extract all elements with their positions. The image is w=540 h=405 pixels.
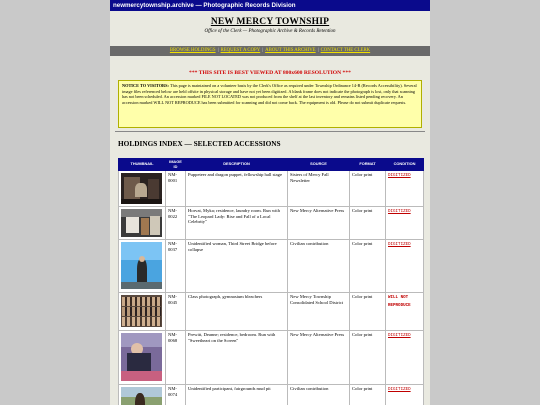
archive-page [110, 0, 430, 405]
section-title: HOLDINGS INDEX — SELECTED ACCESSIONS [118, 139, 281, 148]
format: Color print [350, 171, 386, 207]
thumbnail-image[interactable] [121, 242, 162, 289]
nav-bar [110, 46, 430, 56]
format: Color print [350, 293, 386, 331]
condition-cell [386, 171, 424, 207]
page-header [110, 11, 430, 44]
table-row [119, 385, 424, 405]
condition-link[interactable]: DIGITIZED [388, 388, 411, 392]
nav-link-request-copy[interactable]: REQUEST A COPY [220, 48, 261, 53]
condition-link[interactable]: WILL NOT REPRODUCE [388, 296, 411, 308]
resolution-warning: *** THIS SITE IS BEST VIEWED AT 800x600 RESOLUTION *** [189, 70, 351, 76]
table-row [119, 171, 424, 207]
thumbnail-cell [119, 171, 166, 207]
description: Prewitt, Deanne; residence, bedroom. Run with "Sweetheart on the Screen" [186, 331, 288, 385]
col-header-description: DESCRIPTION [186, 159, 288, 171]
table-row [119, 331, 424, 385]
col-header-thumbnail: THUMBNAIL [119, 159, 166, 171]
source: Civilian contribution [288, 240, 350, 293]
source: New Mercy Alternative Press [288, 331, 350, 385]
col-header-image-id: IMAGE ID [166, 159, 186, 171]
thumbnail-cell [119, 331, 166, 385]
condition-cell [386, 207, 424, 240]
thumbnail-image[interactable] [121, 209, 162, 237]
visitor-notice [118, 80, 422, 128]
description: Unidentified woman, Third Street Bridge before collapse [186, 240, 288, 293]
nav-separator: | [262, 48, 264, 53]
nav-separator: | [217, 48, 219, 53]
condition-link[interactable]: DIGITIZED [388, 174, 411, 178]
format: Color print [350, 385, 386, 405]
image-id: NM-0022 [166, 207, 186, 240]
nav-separator: | [317, 48, 319, 53]
col-header-source: SOURCE [288, 159, 350, 171]
table-row [119, 240, 424, 293]
thumbnail-image[interactable] [121, 295, 162, 327]
description: Unidentified participant, fairgrounds mud pit [186, 385, 288, 405]
description: Horvat, Myka; residence, laundry room. Run with "The Leopard Lady: Rise and Fall of a Local Celebrity" [186, 207, 288, 240]
source: New Mercy Alternative Press [288, 207, 350, 240]
description: Puppeteer and dragon puppet, fellowship hall stage [186, 171, 288, 207]
col-header-condition: CONDITION [386, 159, 424, 171]
site-titlebar: newmercytownship.archive — Photographic Records Division [110, 0, 430, 11]
condition-link[interactable]: DIGITIZED [388, 334, 411, 338]
thumbnail-image[interactable] [121, 173, 162, 204]
table-row [119, 293, 424, 331]
source: Civilian contribution [288, 385, 350, 405]
condition-link[interactable]: DIGITIZED [388, 210, 411, 214]
thumbnail-image[interactable] [121, 387, 162, 405]
nav-link-contact-clerk[interactable]: CONTACT THE CLERK [320, 48, 371, 53]
format: Color print [350, 331, 386, 385]
condition-cell [386, 293, 424, 331]
condition-cell [386, 331, 424, 385]
condition-cell [386, 240, 424, 293]
thumbnail-cell [119, 240, 166, 293]
description: Class photograph, gymnasium bleachers [186, 293, 288, 331]
divider [115, 131, 425, 132]
image-id: NM-0001 [166, 171, 186, 207]
holdings-table [118, 158, 424, 405]
col-header-format: FORMAT [350, 159, 386, 171]
nav-link-about-archive[interactable]: ABOUT THIS ARCHIVE [265, 48, 316, 53]
format: Color print [350, 240, 386, 293]
page-title: NEW MERCY TOWNSHIP [210, 17, 330, 27]
source: New Mercy Township Consolidated School District [288, 293, 350, 331]
image-id: NM-0037 [166, 240, 186, 293]
thumbnail-cell [119, 293, 166, 331]
notice-label: NOTICE TO VISITORS: [122, 83, 169, 88]
image-id: NM-0074 [166, 385, 186, 405]
condition-link[interactable]: DIGITIZED [388, 243, 411, 247]
thumbnail-cell [119, 207, 166, 240]
table-row [119, 207, 424, 240]
source: Sisters of Mercy Fall Newsletter [288, 171, 350, 207]
notice-body: This page is maintained on a volunteer basis by the Clerk's Office as required under Township Ordinance 14-B (Records Accessibility). Several image files referenced below are held offsite in physical storage and have not yet been digitized. A blank frame does not indicate the photograph is lost, only that scanning has not been scheduled. An accession marked FILE NOT LOCATED was not produced from the shelf at the last inventory and remains listed pending recovery. An accession marked WILL NOT REPRODUCE has been submitted for scanning and did not come back. The equipment is old. Please do not submit duplicate requests. [122, 83, 417, 106]
page-subtitle: Office of the Clerk — Photographic Archive & Records Retention [204, 29, 336, 34]
thumbnail-cell [119, 385, 166, 405]
format: Color print [350, 207, 386, 240]
image-id: NM-0045 [166, 293, 186, 331]
nav-link-browse-holdings[interactable]: BROWSE HOLDINGS [169, 48, 216, 53]
image-id: NM-0068 [166, 331, 186, 385]
condition-cell [386, 385, 424, 405]
thumbnail-image[interactable] [121, 333, 162, 381]
table-header-row [119, 159, 424, 171]
